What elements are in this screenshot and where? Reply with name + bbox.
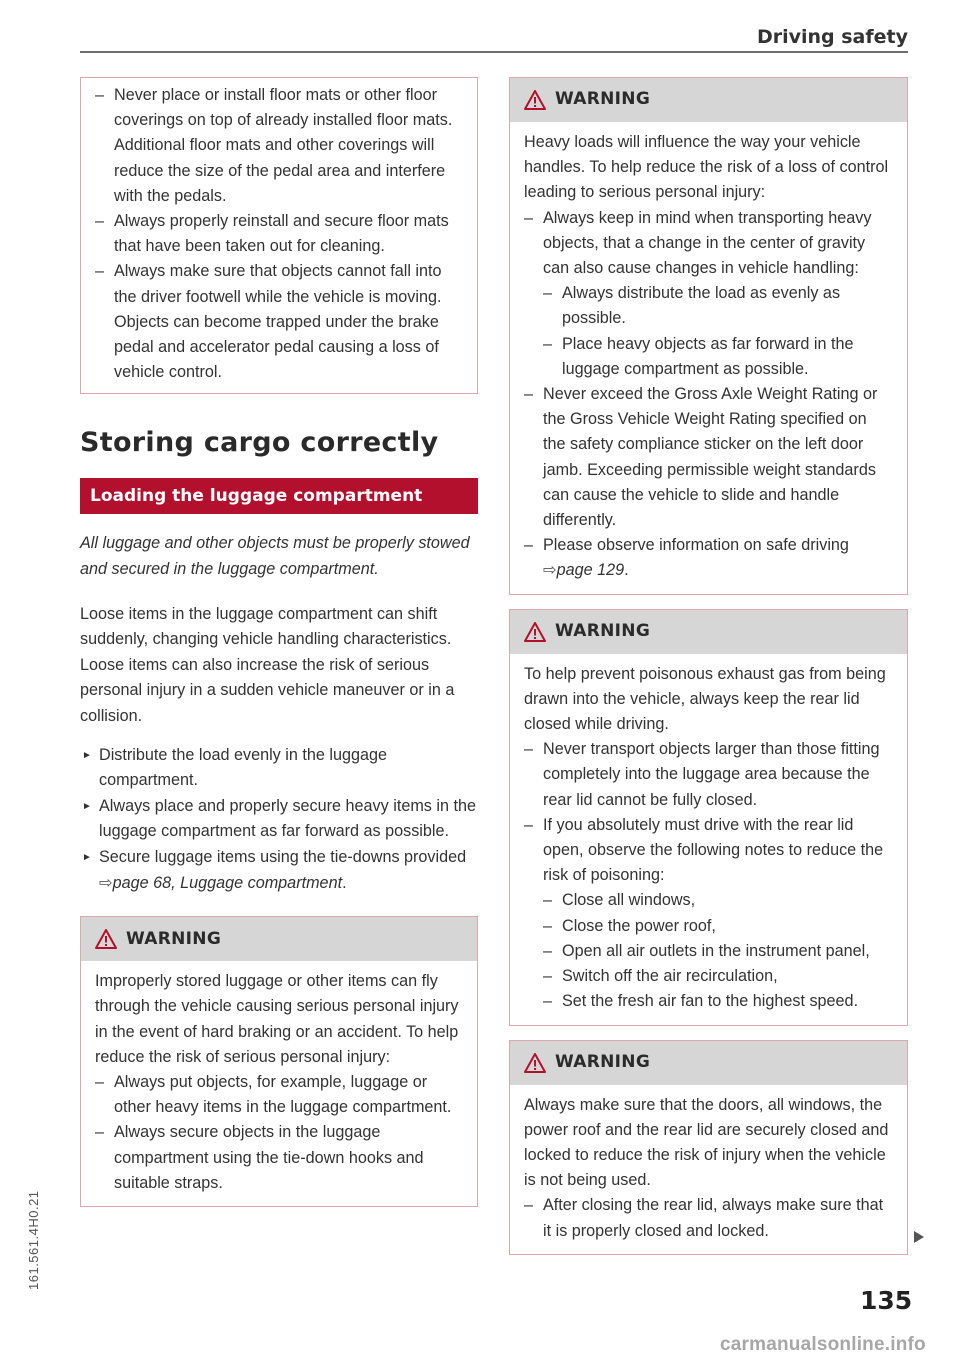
sub-list-item: – Always distribute the load as evenly as possible. <box>543 281 893 331</box>
page-number: 135 <box>860 1286 913 1315</box>
page-reference-link[interactable]: page 129 <box>556 561 625 580</box>
page-ref-arrow-icon: ⇨ <box>99 873 113 892</box>
sub-list-item: – Place heavy objects as far forward in the luggage compartment as possible. <box>543 332 893 382</box>
warning-header <box>510 1041 907 1085</box>
left-column <box>80 77 478 1207</box>
document-code: 161.561.4H0.21 <box>26 1190 41 1290</box>
list-item: – Always properly reinstall and secure floor mats that have been taken out for cleaning. <box>95 209 463 259</box>
section-title: Storing cargo correctly <box>80 427 439 459</box>
body-paragraph: Loose items in the luggage compartment can shift suddenly, changing vehicle handling characteristics. Loose items can also increase the risk of serious personal injury in a sudden vehicle maneuver or in a collision. <box>80 604 455 725</box>
warning-label: WARNING <box>555 89 651 110</box>
warning-triangle-icon <box>524 622 546 642</box>
list-item: – Never transport objects larger than those fitting completely into the luggage area because the rear lid cannot be fully closed. <box>524 737 893 813</box>
list-item-text: Please observe information on safe driving <box>543 536 849 555</box>
intro-text: All luggage and other objects must be properly stowed and secured in the luggage compartment. <box>80 534 470 579</box>
closed-doors-warning-box <box>509 1040 908 1255</box>
warning-header <box>81 917 477 961</box>
sub-list-item: – Set the fresh air fan to the highest speed. <box>543 989 893 1014</box>
step-item <box>80 845 478 896</box>
header-rule <box>80 51 908 53</box>
list-item: – Always secure objects in the luggage compartment using the tie-down hooks and suitable straps. <box>95 1120 463 1196</box>
list-item: – Never exceed the Gross Axle Weight Rating or the Gross Vehicle Weight Rating specified on the safety compliance sticker on the left door jamb. Exceeding permissible weight standards can cause the vehicle to slide and handle differently. <box>524 382 893 533</box>
watermark: carmanualsonline.info <box>720 1334 926 1355</box>
list-item: – Always make sure that objects cannot fall into the driver footwell while the vehicle is moving. Objects can become trapped under the brake pedal and accelerator pedal causing a loss of vehicle control. <box>95 259 463 385</box>
subsection-title: Loading the luggage compartment <box>80 478 478 514</box>
list-item: – Always put objects, for example, luggage or other heavy items in the luggage compartment. <box>95 1070 463 1120</box>
warning-triangle-icon <box>524 1053 546 1073</box>
warning-header <box>510 610 907 654</box>
instruction-steps <box>80 743 478 897</box>
step-text: Secure luggage items using the tie-downs provided <box>99 847 467 866</box>
warning-text: To help prevent poisonous exhaust gas from being drawn into the vehicle, always keep the rear lid closed while driving. <box>524 664 886 734</box>
list-item <box>524 533 893 583</box>
list-item-text: If you absolutely must drive with the rear lid open, observe the following notes to reduce the risk of poisoning: <box>543 815 884 885</box>
sub-list-item: – Switch off the air recirculation, <box>543 964 893 989</box>
luggage-warning-box <box>80 916 478 1207</box>
sub-list-item: – Close the power roof, <box>543 914 893 939</box>
list-item: – After closing the rear lid, always make sure that it is properly closed and locked. <box>524 1193 893 1243</box>
floor-mat-warning-continuation <box>80 77 478 394</box>
list-item-text: Always keep in mind when transporting heavy objects, that a change in the center of gravity can also cause changes in vehicle handling: <box>543 208 872 278</box>
warning-label: WARNING <box>555 621 651 642</box>
page-reference-link[interactable]: page 68, Luggage compartment <box>112 873 343 892</box>
sub-list-item: – Close all windows, <box>543 888 893 913</box>
step-item: ► Always place and properly secure heavy items in the luggage compartment as far forward as possible. <box>80 794 478 845</box>
list-item: – Never place or install floor mats or other floor coverings on top of already installed floor mats. Additional floor mats and other coverings will reduce the size of the pedal area and interfere with the pedals. <box>95 83 463 209</box>
warning-label: WARNING <box>555 1051 651 1072</box>
continue-arrow-icon <box>914 1231 924 1243</box>
exhaust-warning-box <box>509 609 908 1026</box>
warning-label: WARNING <box>126 928 222 949</box>
warning-triangle-icon <box>95 929 117 949</box>
warning-text: Improperly stored luggage or other items can fly through the vehicle causing serious personal injury in the event of hard braking or an accident. To help reduce the risk of serious personal injury: <box>95 972 459 1066</box>
sub-list-item: – Open all air outlets in the instrument panel, <box>543 939 893 964</box>
list-item-text-end: . <box>624 561 629 580</box>
step-item: ► Distribute the load evenly in the luggage compartment. <box>80 743 478 794</box>
page-ref-arrow-icon: ⇨ <box>543 561 557 580</box>
running-header: Driving safety <box>756 26 908 48</box>
heavy-loads-warning-box <box>509 77 908 595</box>
warning-triangle-icon <box>524 90 546 110</box>
warning-header <box>510 78 907 122</box>
list-item <box>524 206 893 382</box>
list-item <box>524 813 893 1015</box>
right-column <box>509 77 908 1255</box>
step-text-end: . <box>342 873 347 892</box>
warning-text: Always make sure that the doors, all windows, the power roof and the rear lid are securely closed and locked to reduce the risk of injury when the vehicle is not being used. <box>524 1095 889 1190</box>
warning-text: Heavy loads will influence the way your vehicle handles. To help reduce the risk of a loss of control leading to serious personal injury: <box>524 133 889 202</box>
